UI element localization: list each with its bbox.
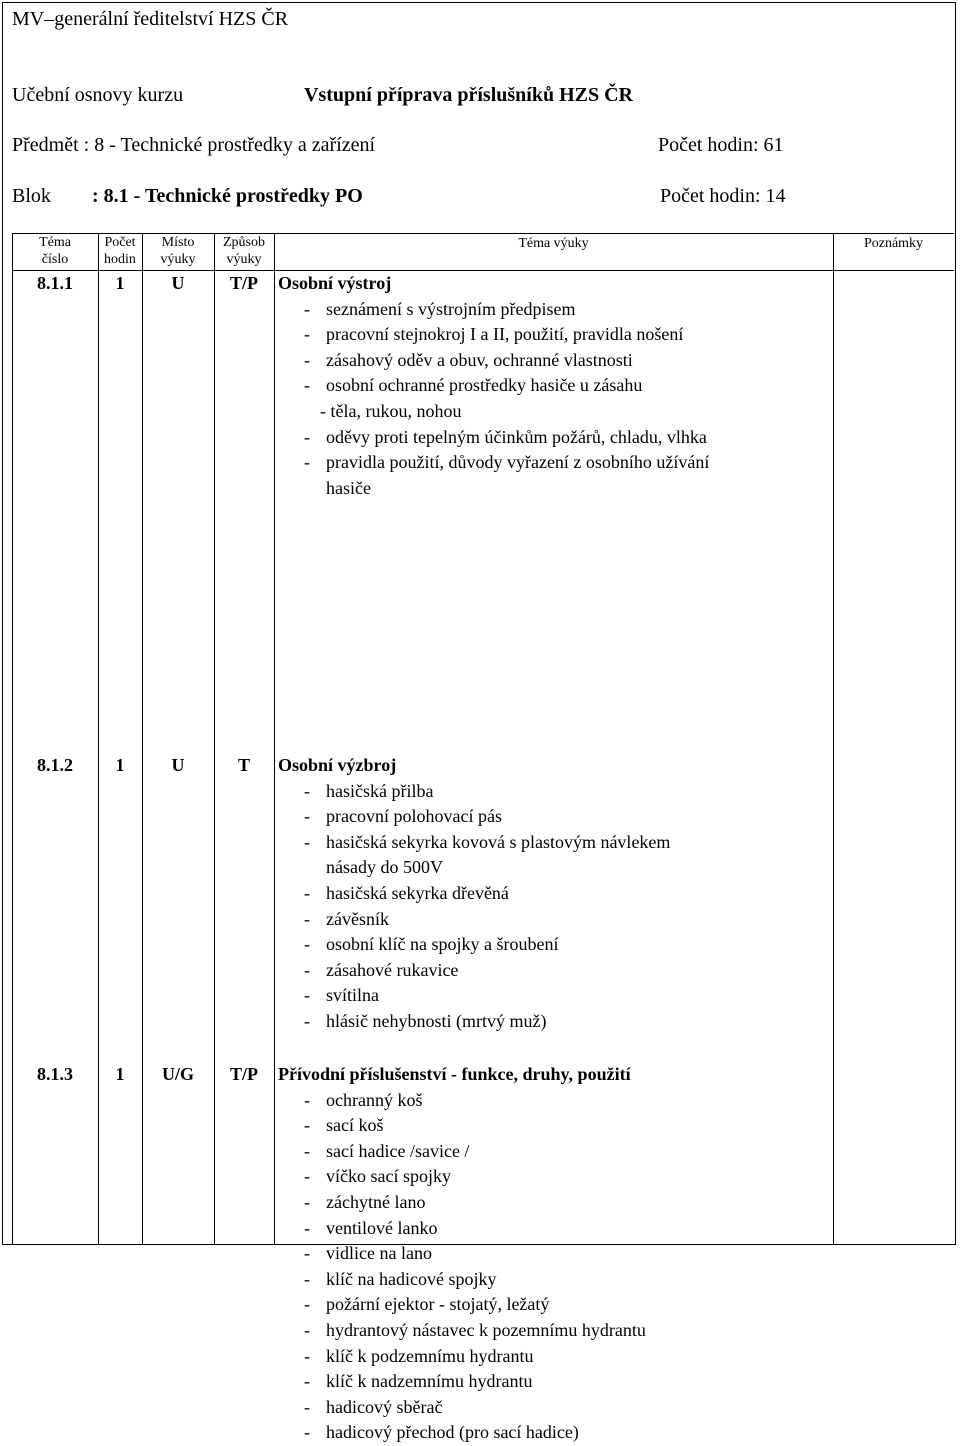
topic-item-text: zásahový oděv a obuv, ochranné vlastnosti	[326, 349, 633, 370]
block-label: Blok	[12, 185, 51, 207]
teaching-method: T/P	[229, 273, 258, 293]
topic-item-text: klíč k podzemnímu hydrantu	[326, 1345, 534, 1366]
bullet-dash: -	[304, 1422, 310, 1443]
topic-item-text: svítilna	[326, 985, 379, 1006]
topic-item	[278, 1216, 833, 1242]
bullet-dash: -	[304, 1268, 310, 1289]
topic-title: Osobní výzbroj	[278, 755, 397, 775]
bullet-dash: -	[304, 908, 310, 929]
teaching-method: T/P	[229, 1064, 258, 1084]
bullet-dash: -	[304, 806, 310, 827]
hours-count: 1	[115, 1064, 125, 1084]
header-place-line2: výuky	[160, 252, 196, 267]
topic-item	[278, 476, 833, 502]
bullet-dash: -	[304, 780, 310, 801]
topic-item-text: hadicový přechod (pro sací hadice)	[326, 1422, 579, 1443]
course-label: Učební osnovy kurzu	[12, 84, 184, 106]
topic-item-text: závěsník	[326, 908, 389, 929]
topic-item-text: hasičská přilba	[326, 780, 434, 801]
topic-item	[278, 1369, 833, 1395]
topic-content	[278, 1062, 833, 1446]
topic-item-text: sací hadice /savice /	[326, 1140, 470, 1161]
bullet-dash: -	[304, 1371, 310, 1392]
topic-item	[278, 1318, 833, 1344]
course-line	[12, 83, 634, 107]
bullet-dash: -	[304, 1345, 310, 1366]
topic-item	[278, 1241, 833, 1267]
bullet-dash: -	[304, 452, 310, 473]
topic-item-text: klíč k nadzemnímu hydrantu	[326, 1371, 533, 1392]
bullet-dash: -	[304, 1319, 310, 1340]
column-divider	[142, 233, 143, 1245]
header-method	[214, 234, 274, 268]
topic-item-text: seznámení s výstrojním předpisem	[326, 298, 576, 319]
header-topic-number	[12, 234, 98, 268]
topic-item	[278, 322, 833, 348]
bullet-dash: -	[304, 1010, 310, 1031]
topic-item-text: hasičská sekyrka dřevěná	[326, 882, 509, 903]
bullet-dash: -	[304, 831, 310, 852]
topic-item-text: pracovní polohovací pás	[326, 806, 502, 827]
topic-item-text: ventilové lanko	[326, 1217, 438, 1238]
topic-item	[278, 1088, 833, 1114]
topic-item	[278, 1113, 833, 1139]
topic-item	[278, 399, 833, 425]
topic-item-text: vidlice na lano	[326, 1243, 432, 1264]
topic-item	[278, 932, 833, 958]
bullet-dash: -	[304, 426, 310, 447]
topic-item	[278, 1164, 833, 1190]
topic-item	[278, 830, 833, 856]
teaching-place: U	[171, 755, 185, 775]
topic-item	[278, 804, 833, 830]
topic-content	[278, 271, 833, 501]
bullet-dash: -	[304, 882, 310, 903]
column-divider	[274, 233, 275, 1245]
topic-item-text: hadicový sběrač	[326, 1396, 443, 1417]
bullet-dash: -	[304, 1217, 310, 1238]
block-hours: Počet hodin: 14	[660, 185, 786, 207]
bullet-dash: -	[304, 1243, 310, 1264]
topic-item	[278, 958, 833, 984]
topic-item-text: záchytné lano	[326, 1191, 426, 1212]
topic-item-text: hydrantový nástavec k pozemnímu hydrantu	[326, 1319, 646, 1340]
header-notes: Poznámky	[863, 236, 924, 251]
header-hours	[98, 234, 142, 268]
topic-number: 8.1.2	[37, 755, 73, 775]
topic-title: Osobní výstroj	[278, 273, 392, 293]
topic-item	[278, 881, 833, 907]
bullet-dash: -	[304, 1089, 310, 1110]
topic-item	[278, 855, 833, 881]
bullet-dash: -	[304, 985, 310, 1006]
topic-item	[278, 1395, 833, 1421]
topic-item-text: osobní klíč na spojky a šroubení	[326, 934, 559, 955]
topic-number: 8.1.1	[37, 273, 73, 293]
topic-item-text: sací koš	[326, 1115, 384, 1136]
subject-hours: Počet hodin: 61	[658, 134, 784, 156]
topic-item-text: hasičská sekyrka kovová s plastovým návlekem	[326, 831, 671, 852]
topic-content	[278, 753, 833, 1035]
hours-count: 1	[115, 755, 125, 775]
bullet-dash: -	[304, 324, 310, 345]
topic-item	[278, 348, 833, 374]
course-name: Vstupní příprava příslušníků HZS ČR	[304, 84, 634, 106]
header-place	[142, 234, 214, 268]
topic-item	[278, 450, 833, 476]
header-hours-line1: Počet	[104, 235, 136, 250]
topic-item	[278, 983, 833, 1009]
topic-item-text: požární ejektor - stojatý, ležatý	[326, 1294, 550, 1315]
bullet-dash: -	[304, 1294, 310, 1315]
syllabus-table	[12, 233, 954, 1443]
header-method-line2: výuky	[226, 252, 262, 267]
topic-item	[278, 297, 833, 323]
bullet-dash: -	[304, 298, 310, 319]
topic-item-text: osobní ochranné prostředky hasiče u zásahu	[326, 375, 643, 396]
topic-item-text: pracovní stejnokroj I a II, použití, pravidla nošení	[326, 324, 684, 345]
header-hours-line2: hodin	[104, 252, 136, 267]
header-topic-number-line2: číslo	[41, 252, 69, 267]
topic-item-text: klíč na hadicové spojky	[326, 1268, 497, 1289]
bullet-dash: -	[304, 1140, 310, 1161]
bullet-dash: -	[304, 959, 310, 980]
topic-item	[278, 907, 833, 933]
column-divider	[214, 233, 215, 1245]
topic-item	[278, 1267, 833, 1293]
topic-item-text: ochranný koš	[326, 1089, 423, 1110]
topic-item	[278, 1009, 833, 1035]
header-topic: Téma výuky	[518, 236, 589, 251]
bullet-dash: -	[304, 1166, 310, 1187]
topic-item-text: - těla, rukou, nohou	[320, 400, 462, 421]
header-place-line1: Místo	[161, 235, 195, 250]
topic-item-text: hasiče	[326, 477, 371, 498]
topic-item-text: pravidla použití, důvody vyřazení z osobního užívání	[326, 452, 710, 473]
teaching-place: U	[171, 273, 185, 293]
bullet-dash: -	[304, 934, 310, 955]
topic-item	[278, 779, 833, 805]
topic-item	[278, 1139, 833, 1165]
header-method-line1: Způsob	[223, 235, 265, 250]
table-border-left	[12, 233, 13, 1245]
topic-item	[278, 1420, 833, 1446]
bullet-dash: -	[304, 375, 310, 396]
topic-item-text: násady do 500V	[326, 857, 443, 878]
block-line	[12, 184, 786, 208]
column-divider	[98, 233, 99, 1245]
teaching-place: U/G	[161, 1064, 194, 1084]
subject-line	[12, 133, 784, 157]
topic-item-text: oděvy proti tepelným účinkům požárů, chladu, vlhka	[326, 426, 707, 447]
topic-item-text: zásahové rukavice	[326, 959, 459, 980]
column-divider	[833, 233, 834, 1245]
bullet-dash: -	[304, 1396, 310, 1417]
bullet-dash: -	[304, 349, 310, 370]
topic-item-text: hlásič nehybnosti (mrtvý muž)	[326, 1010, 547, 1031]
topic-item	[278, 425, 833, 451]
topic-item	[278, 1344, 833, 1370]
hours-count: 1	[115, 273, 125, 293]
header-topic-number-line1: Téma	[39, 235, 71, 250]
topic-item	[278, 373, 833, 399]
bullet-dash: -	[304, 1191, 310, 1212]
teaching-method: T	[237, 755, 250, 775]
topic-item	[278, 1190, 833, 1216]
block-name: : 8.1 - Technické prostředky PO	[92, 185, 363, 207]
subject-text: Předmět : 8 - Technické prostředky a zařízení	[12, 134, 376, 156]
topic-number: 8.1.3	[37, 1064, 73, 1084]
topic-item	[278, 1292, 833, 1318]
topic-item-text: víčko sací spojky	[326, 1166, 451, 1187]
bullet-dash: -	[304, 1115, 310, 1136]
ministry-title: MV–generální ředitelství HZS ČR	[12, 8, 289, 30]
topic-title: Přívodní příslušenství - funkce, druhy, použití	[278, 1064, 631, 1084]
